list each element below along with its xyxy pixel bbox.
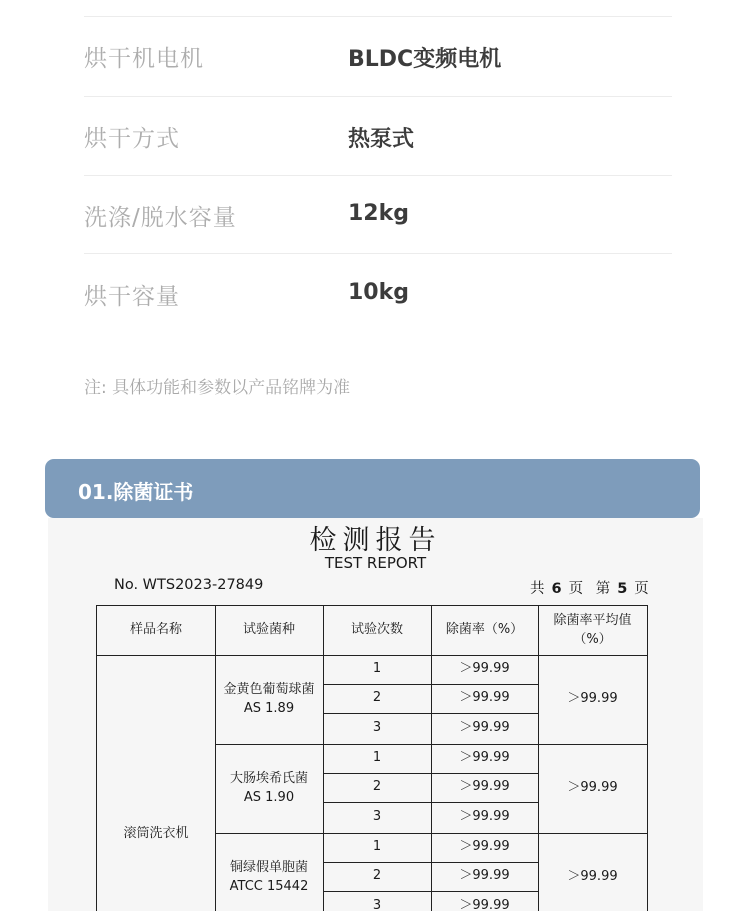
test-report-image xyxy=(48,518,703,911)
strain-cell xyxy=(215,833,324,911)
spec-value: 12kg xyxy=(348,201,409,226)
rate-cell: ＞99.99 xyxy=(431,684,539,714)
strain-name: 金黄色葡萄球菌 xyxy=(223,681,315,697)
rate-cell: ＞99.99 xyxy=(431,891,539,911)
rate-cell: ＞99.99 xyxy=(431,833,539,863)
rate-cell: ＞99.99 xyxy=(431,655,539,685)
strain-code: ATCC 15442 xyxy=(229,878,309,894)
page-total: 6 xyxy=(551,581,562,597)
trial-cell: 1 xyxy=(323,744,432,774)
trial-cell: 1 xyxy=(323,833,432,863)
table-header-cell: 试验次数 xyxy=(323,605,432,656)
sample-name-cell: 滚筒洗衣机 xyxy=(96,655,216,911)
spec-label: 洗涤/脱水容量 xyxy=(84,205,237,231)
table-header-cell: 除菌率平均值（%） xyxy=(538,605,648,656)
average-cell: ＞99.99 xyxy=(538,744,648,834)
trial-cell: 3 xyxy=(323,802,432,834)
average-cell: ＞99.99 xyxy=(538,655,648,745)
page-total-prefix: 共 xyxy=(530,581,545,597)
strain-code: AS 1.89 xyxy=(243,700,295,716)
page-current: 5 xyxy=(617,581,628,597)
strain-name: 大肠埃希氏菌 xyxy=(229,770,308,786)
spec-label: 烘干方式 xyxy=(84,126,180,152)
trial-cell: 3 xyxy=(323,713,432,745)
strain-code: AS 1.90 xyxy=(243,789,295,805)
spec-value: BLDC变频电机 xyxy=(348,47,502,72)
report-subtitle: TEST REPORT xyxy=(324,554,427,572)
rate-cell: ＞99.99 xyxy=(431,862,539,892)
report-number: No. WTS2023-27849 xyxy=(114,577,264,593)
divider xyxy=(84,16,672,17)
divider xyxy=(84,96,672,97)
report-title: 检测报告 xyxy=(309,525,442,556)
strain-cell xyxy=(215,655,324,745)
rate-cell: ＞99.99 xyxy=(431,713,539,745)
section-title: 01.除菌证书 xyxy=(78,480,194,504)
spec-label: 烘干容量 xyxy=(84,284,180,310)
section-header xyxy=(45,459,700,518)
spec-label: 烘干机电机 xyxy=(84,46,204,72)
spec-note: 注: 具体功能和参数以产品铭牌为准 xyxy=(84,378,351,398)
page-total-suffix: 页 xyxy=(568,581,584,597)
average-cell: ＞99.99 xyxy=(538,833,648,911)
trial-cell: 2 xyxy=(323,684,432,714)
trial-cell: 2 xyxy=(323,773,432,803)
rate-cell: ＞99.99 xyxy=(431,802,539,834)
page-current-prefix: 第 xyxy=(595,581,611,597)
divider xyxy=(84,253,672,254)
spec-value: 10kg xyxy=(348,280,409,305)
trial-cell: 3 xyxy=(323,891,432,911)
rate-cell: ＞99.99 xyxy=(431,744,539,774)
strain-cell xyxy=(215,744,324,834)
report-page-info xyxy=(530,577,649,598)
table-header-cell: 样品名称 xyxy=(96,605,216,656)
trial-cell: 2 xyxy=(323,862,432,892)
spec-value: 热泵式 xyxy=(348,127,415,152)
table-header-cell: 试验菌种 xyxy=(215,605,324,656)
trial-cell: 1 xyxy=(323,655,432,685)
divider xyxy=(84,175,672,176)
page-current-suffix: 页 xyxy=(634,581,649,597)
strain-name: 铜绿假单胞菌 xyxy=(229,859,308,875)
rate-cell: ＞99.99 xyxy=(431,773,539,803)
table-header-cell: 除菌率（%） xyxy=(431,605,539,656)
